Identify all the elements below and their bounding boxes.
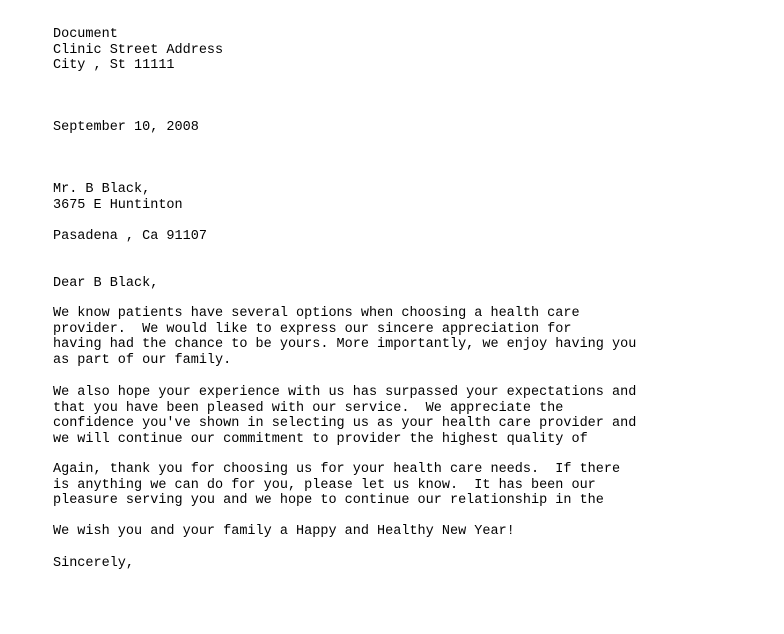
sender-line-2: Clinic Street Address: [53, 42, 224, 58]
paragraph-line: confidence you've shown in selecting us as your health care provider and: [53, 416, 637, 431]
letter-date: [53, 120, 773, 136]
wishes-text: We wish you and your family a Happy and Healthy New Year!: [53, 524, 515, 539]
paragraph-line: pleasure serving you and we hope to continue our relationship in the: [53, 493, 604, 508]
sender-line-3: City , St 11111: [53, 58, 175, 73]
paragraph-1: [53, 306, 773, 368]
sender-address: [53, 27, 773, 74]
paragraph-line: as part of our family.: [53, 352, 232, 368]
paragraph-line: Again, thank you for choosing us for your health care needs. If there: [53, 462, 621, 477]
paragraph-3: [53, 462, 773, 509]
salutation: [53, 276, 773, 292]
date-text: September 10, 2008: [53, 120, 199, 135]
paragraph-line: We also hope your experience with us has surpassed your expectations and: [53, 385, 637, 400]
recipient-name: Mr. B Black,: [53, 182, 151, 197]
paragraph-line: we will continue our commitment to provider the highest quality of: [53, 431, 588, 447]
paragraph-line: having had the chance to be yours. More importantly, we enjoy having you: [53, 337, 637, 352]
paragraph-line: that you have been pleased with our service. We appreciate the: [53, 400, 564, 416]
paragraph-line: is anything we can do for you, please let us know. It has been our: [53, 477, 596, 493]
wishes: [53, 524, 773, 540]
paragraph-line: provider. We would like to express our sincere appreciation for: [53, 321, 572, 337]
salutation-text: Dear B Black,: [53, 276, 159, 291]
recipient-address: [53, 182, 773, 213]
closing-text: Sincerely,: [53, 556, 135, 571]
paragraph-line: We know patients have several options when choosing a health care: [53, 306, 580, 321]
closing: [53, 556, 773, 572]
recipient-city: [53, 229, 773, 245]
recipient-street: 3675 E Huntinton: [53, 197, 183, 213]
sender-line-1: Document: [53, 27, 118, 42]
recipient-city-line: Pasadena , Ca 91107: [53, 229, 207, 244]
paragraph-2: [53, 385, 773, 447]
